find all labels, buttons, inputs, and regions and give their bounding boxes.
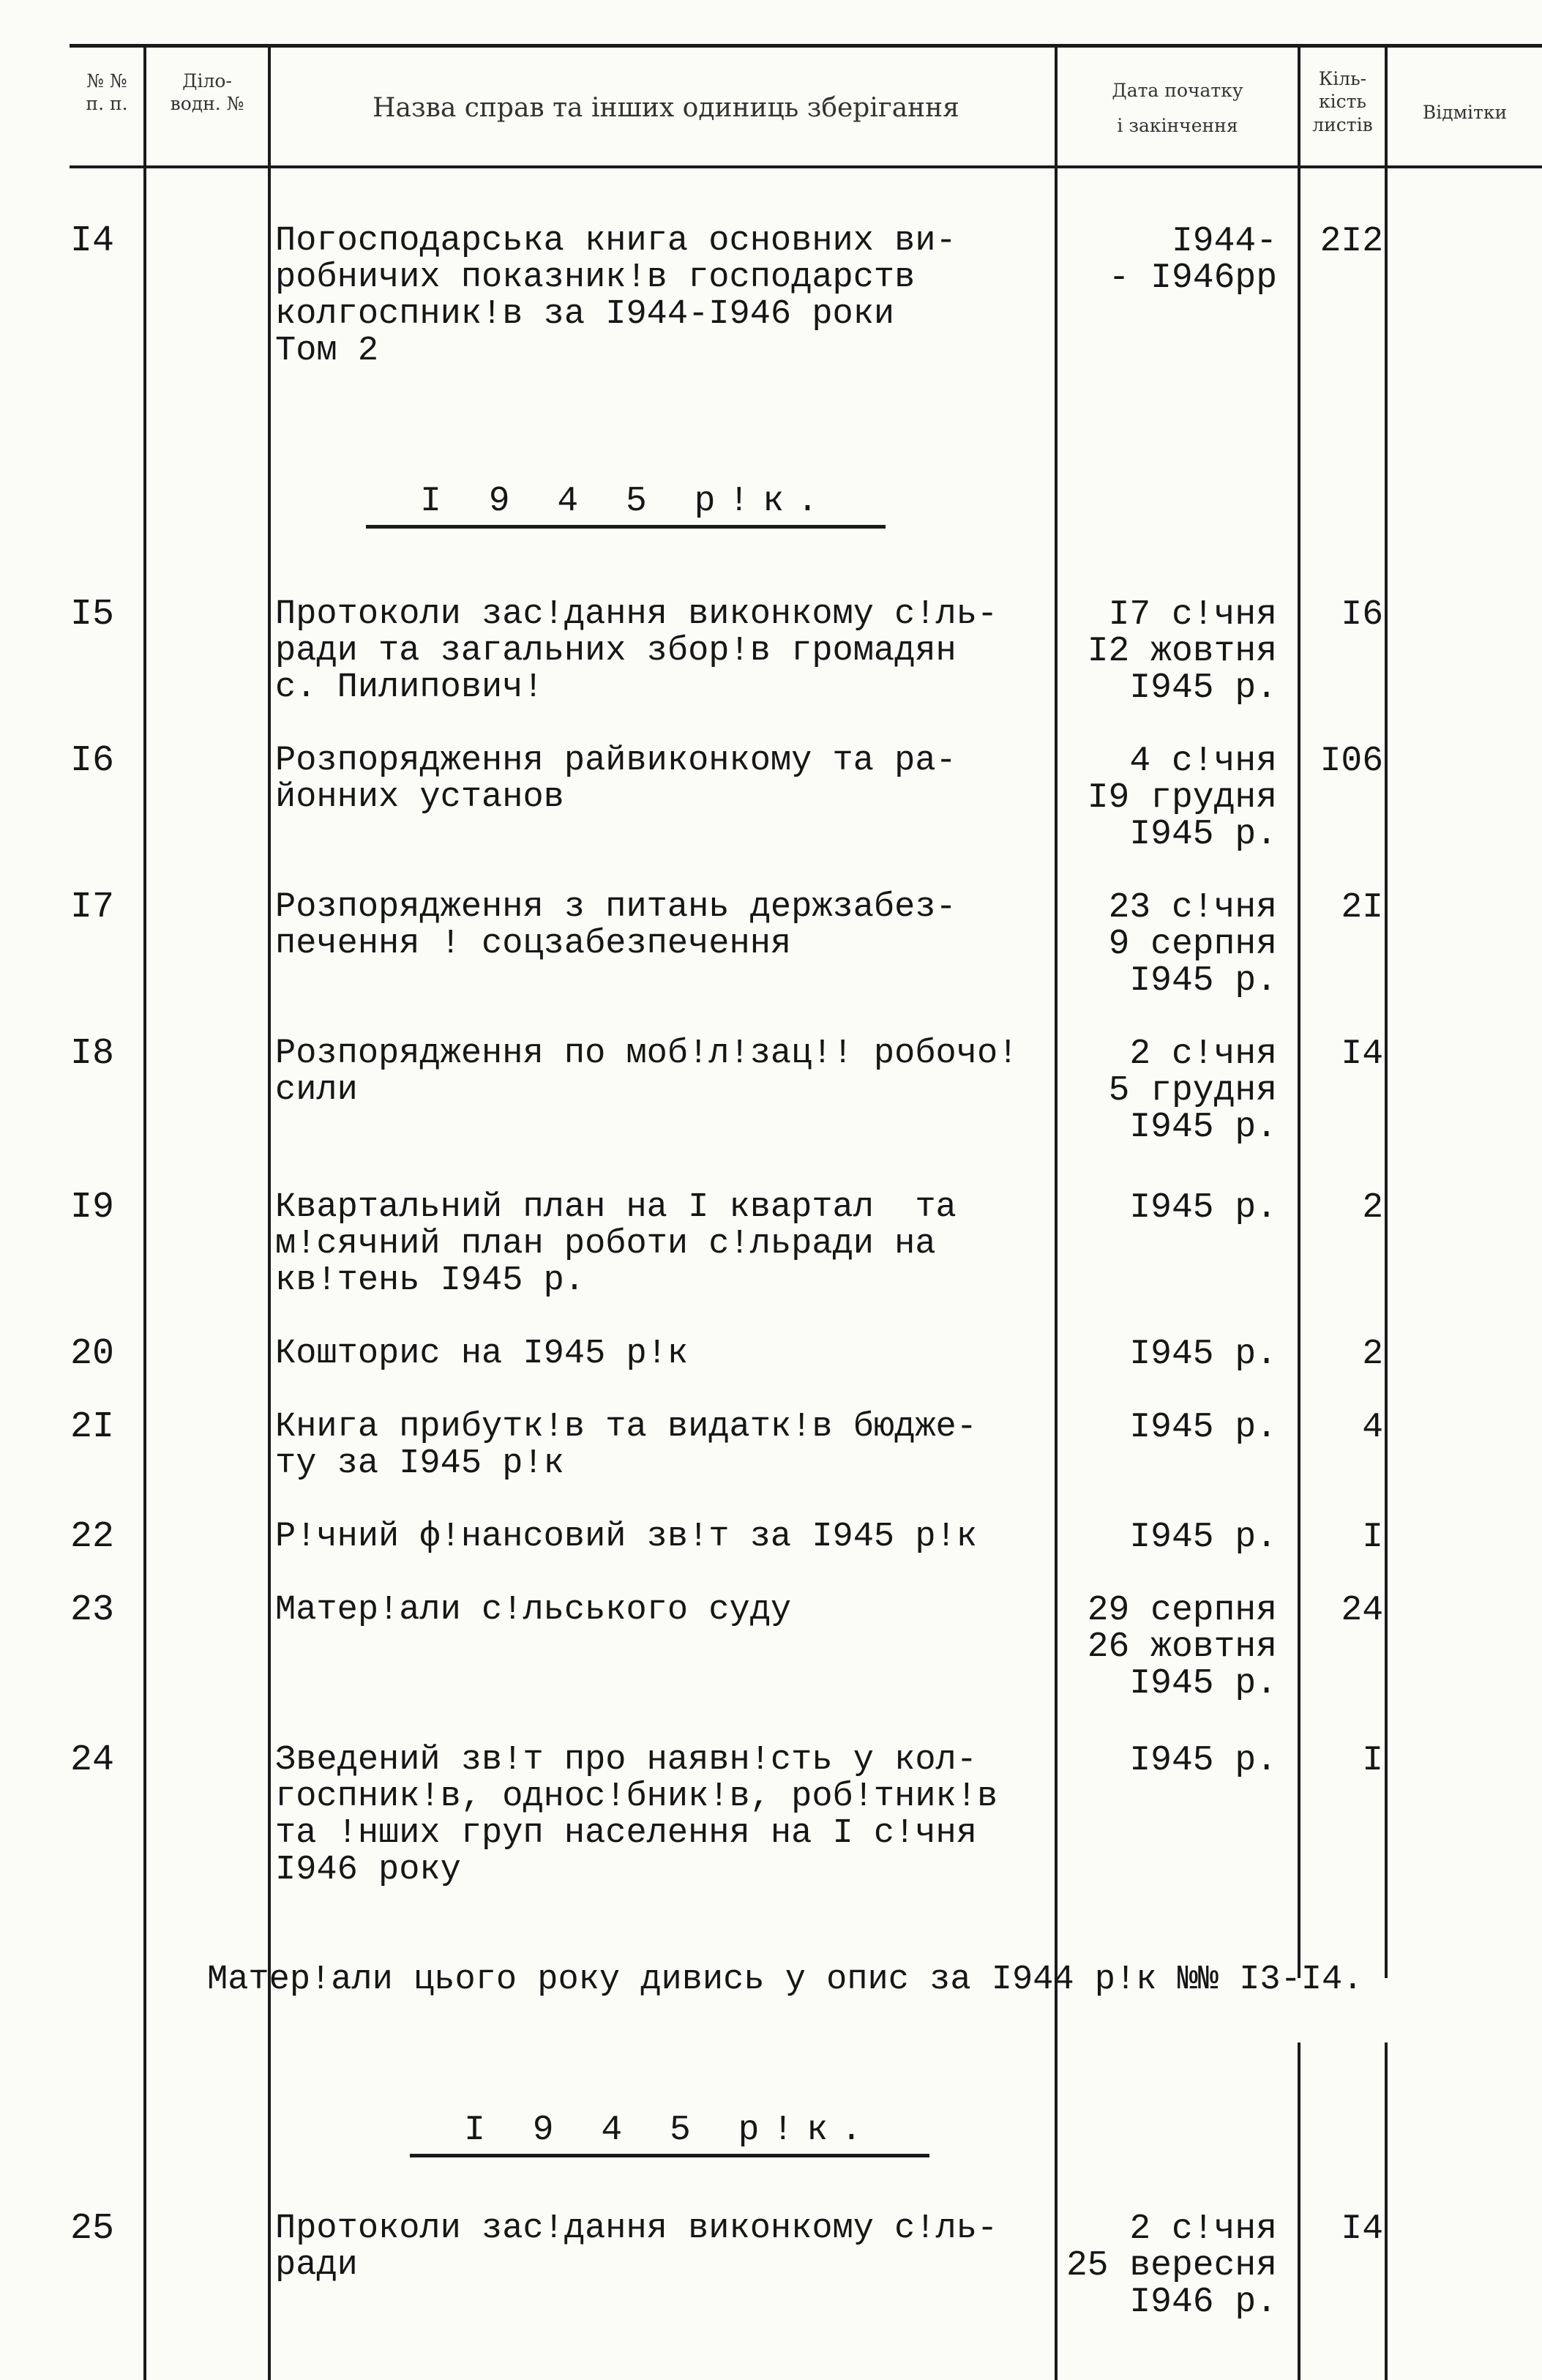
header-bottom-rule [70, 165, 1542, 168]
entry-title: Книга прибутк!в та видатк!в бюдже- ту за I945 р!к [275, 1408, 977, 1483]
entry-sheets: I4 [1341, 1034, 1383, 1074]
column-rule-dates [1298, 45, 1300, 1978]
entry-dates: I945 р. [1129, 1335, 1277, 1374]
entry-dates: I7 с!чня I2 жовтня I945 р. [1087, 595, 1277, 708]
entry-title: Розпорядження з питань держзабез- печення ! соцзабезпечення [275, 888, 957, 963]
header-notes: Відмітки [1422, 102, 1508, 123]
entry-dates: 23 с!чня 9 серпня I945 р. [1108, 888, 1277, 1001]
year-heading: I 9 4 5 р!к. [410, 2108, 929, 2157]
entry-dates: 2 с!чня 25 вересня I946 р. [1066, 2209, 1277, 2322]
entry-dates: I944- - I946рр [1108, 222, 1277, 298]
entry-sheets: I [1362, 1741, 1383, 1780]
header-dates: Дата початку і закінчення [1112, 80, 1243, 136]
entry-number: 25 [70, 2208, 115, 2250]
entry-sheets: 4 [1362, 1408, 1383, 1447]
entry-title: Погосподарська книга основних ви- робничих показник!в господарств колгоспник!в за I944-I946 роки Том 2 [275, 222, 957, 370]
year-heading: I 9 4 5 р!к. [366, 480, 886, 529]
entry-dates: I945 р. [1129, 1408, 1277, 1447]
entry-sheets: 2 [1362, 1188, 1383, 1228]
entry-number: I9 [70, 1187, 115, 1228]
column-rule-title [1055, 45, 1058, 2380]
entry-title: Розпорядження райвиконкому та ра- йонних установ [275, 742, 957, 817]
header-number: № № п. п. [86, 70, 128, 115]
column-rule-sheets-lower [1385, 2043, 1388, 2380]
entry-dates: 2 с!чня 5 грудня I945 р. [1108, 1034, 1277, 1147]
entry-number: I8 [70, 1033, 115, 1075]
entry-sheets: 2 [1362, 1335, 1383, 1374]
entry-number: 22 [70, 1516, 115, 1558]
entry-number: I4 [70, 220, 115, 262]
header-office-number: Діло- водн. № [170, 70, 244, 115]
header-top-rule [70, 44, 1542, 48]
entry-title: Протоколи зас!дання виконкому с!ль- ради [275, 2209, 998, 2285]
entry-number: I6 [70, 740, 115, 782]
entry-number: I5 [70, 594, 115, 635]
entry-title: Матер!али с!льського суду [275, 1591, 792, 1630]
entry-dates: I945 р. [1129, 1518, 1277, 1557]
entry-title: Квартальний план на I квартал та м!сячний план роботи с!льради на кв!тень I945 р. [275, 1188, 957, 1300]
entry-dates: 29 серпня 26 жовтня I945 р. [1087, 1591, 1277, 1704]
cross-reference-note: Матер!али цього року дивись у опис за I944 р!к №№ I3-I4. [207, 1961, 1363, 1999]
header-title: Назва справ та інших одиниць зберігання [373, 93, 959, 123]
entry-number: 20 [70, 1333, 115, 1375]
entry-dates: I945 р. [1129, 1188, 1277, 1228]
entry-dates: 4 с!чня I9 грудня I945 р. [1087, 742, 1277, 854]
column-rule-sheets [1385, 45, 1388, 1978]
entry-sheets: 2I2 [1320, 222, 1383, 261]
entry-sheets: I6 [1341, 595, 1383, 635]
entry-title: Р!чний ф!нансовий зв!т за I945 р!к [275, 1518, 977, 1556]
column-rule-office [268, 45, 271, 2380]
entry-number: I7 [70, 887, 115, 928]
entry-title: Протоколи зас!дання виконкому с!ль- ради та загальних збор!в громадян с. Пилипович! [275, 595, 998, 707]
entry-title: Кошторис на I945 р!к [275, 1335, 689, 1373]
entry-number: 23 [70, 1589, 115, 1631]
entry-sheets: 2I [1341, 888, 1383, 928]
entry-number: 2I [70, 1406, 115, 1448]
entry-sheets: I [1362, 1518, 1383, 1557]
header-sheets: Кіль- кість листів [1312, 68, 1373, 135]
entry-sheets: I06 [1320, 742, 1383, 781]
entry-number: 24 [70, 1739, 115, 1781]
entry-title: Розпорядження по моб!л!зац!! робочо! сили [275, 1034, 1019, 1110]
entry-title: Зведений зв!т про наявн!сть у кол- госпник!в, однос!бник!в, роб!тник!в та !нших груп населення на I с!чня I946 року [275, 1741, 998, 1890]
entry-dates: I945 р. [1129, 1741, 1277, 1780]
entry-sheets: I4 [1341, 2209, 1383, 2249]
entry-sheets: 24 [1341, 1591, 1383, 1630]
